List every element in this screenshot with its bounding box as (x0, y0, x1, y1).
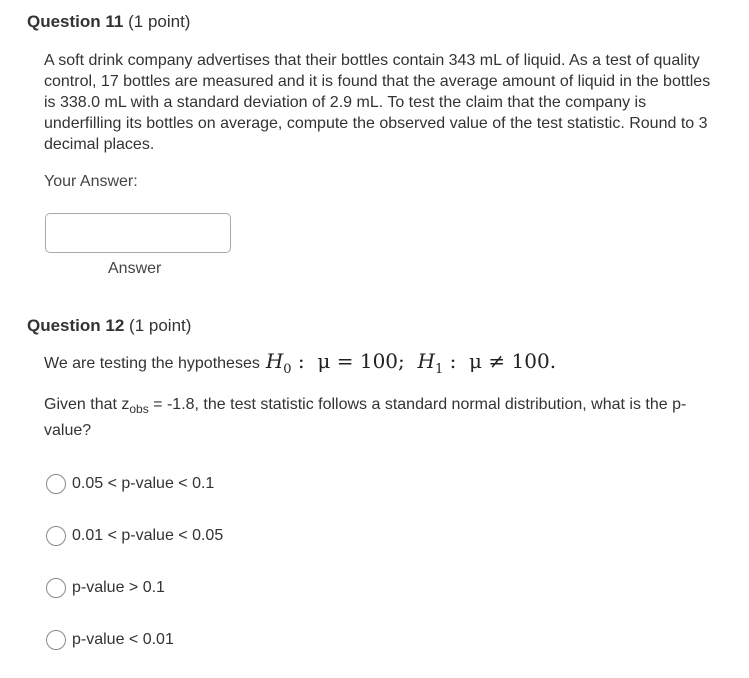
question-12-title (27, 316, 191, 336)
radio-circle-icon[interactable] (46, 578, 66, 598)
option-radio-1[interactable] (46, 474, 214, 494)
answer-caption: Answer (108, 260, 162, 277)
h0-subscript: 0 (283, 362, 292, 377)
radio-circle-icon[interactable] (46, 630, 66, 650)
question-11-title (27, 12, 190, 32)
option-radio-4[interactable] (46, 630, 174, 650)
hypotheses-math (266, 349, 556, 377)
question-11-text: A soft drink company advertises that their bottles contain 343 mL of liquid. As a test of quality control, 17 bottles are measured and it is found that the average amount of liquid in the bottles is 338.0 mL with a standard deviation of 2.9 mL. To test the claim that the company is underfilling its bottles on average, compute the observed value of the test statistic. Round to 3 decimal places. (44, 52, 711, 153)
question-points: (1 point) (128, 12, 191, 31)
option-radio-2[interactable] (46, 526, 223, 546)
option-label: p-value > 0.1 (72, 579, 165, 596)
z-subscript: obs (129, 402, 149, 417)
hypotheses-line (44, 349, 556, 377)
answer-input[interactable] (45, 213, 231, 253)
h1-letter: H (417, 349, 435, 373)
h0-letter: H (265, 349, 284, 373)
question-number: Question 11 (27, 12, 124, 31)
option-radio-3[interactable] (46, 578, 165, 598)
your-answer-label: Your Answer: (44, 173, 138, 190)
h1-relation: : μ ≠ 100. (443, 349, 557, 373)
option-label: p-value < 0.01 (72, 631, 174, 648)
radio-circle-icon[interactable] (46, 526, 66, 546)
h0-relation: : μ = 100; (291, 349, 418, 373)
given-prefix: Given that z (44, 396, 130, 413)
hypotheses-intro: We are testing the hypotheses (44, 355, 260, 372)
h1-subscript: 1 (434, 362, 444, 377)
question-points: (1 point) (129, 316, 192, 335)
given-suffix: = -1.8, the test statistic follows a standard normal distribution, what is the p-value? (44, 396, 687, 440)
question-12-text (44, 394, 724, 441)
option-label: 0.01 < p-value < 0.05 (72, 527, 224, 544)
question-number: Question 12 (27, 316, 125, 335)
option-label: 0.05 < p-value < 0.1 (72, 475, 215, 492)
radio-circle-icon[interactable] (46, 474, 66, 494)
